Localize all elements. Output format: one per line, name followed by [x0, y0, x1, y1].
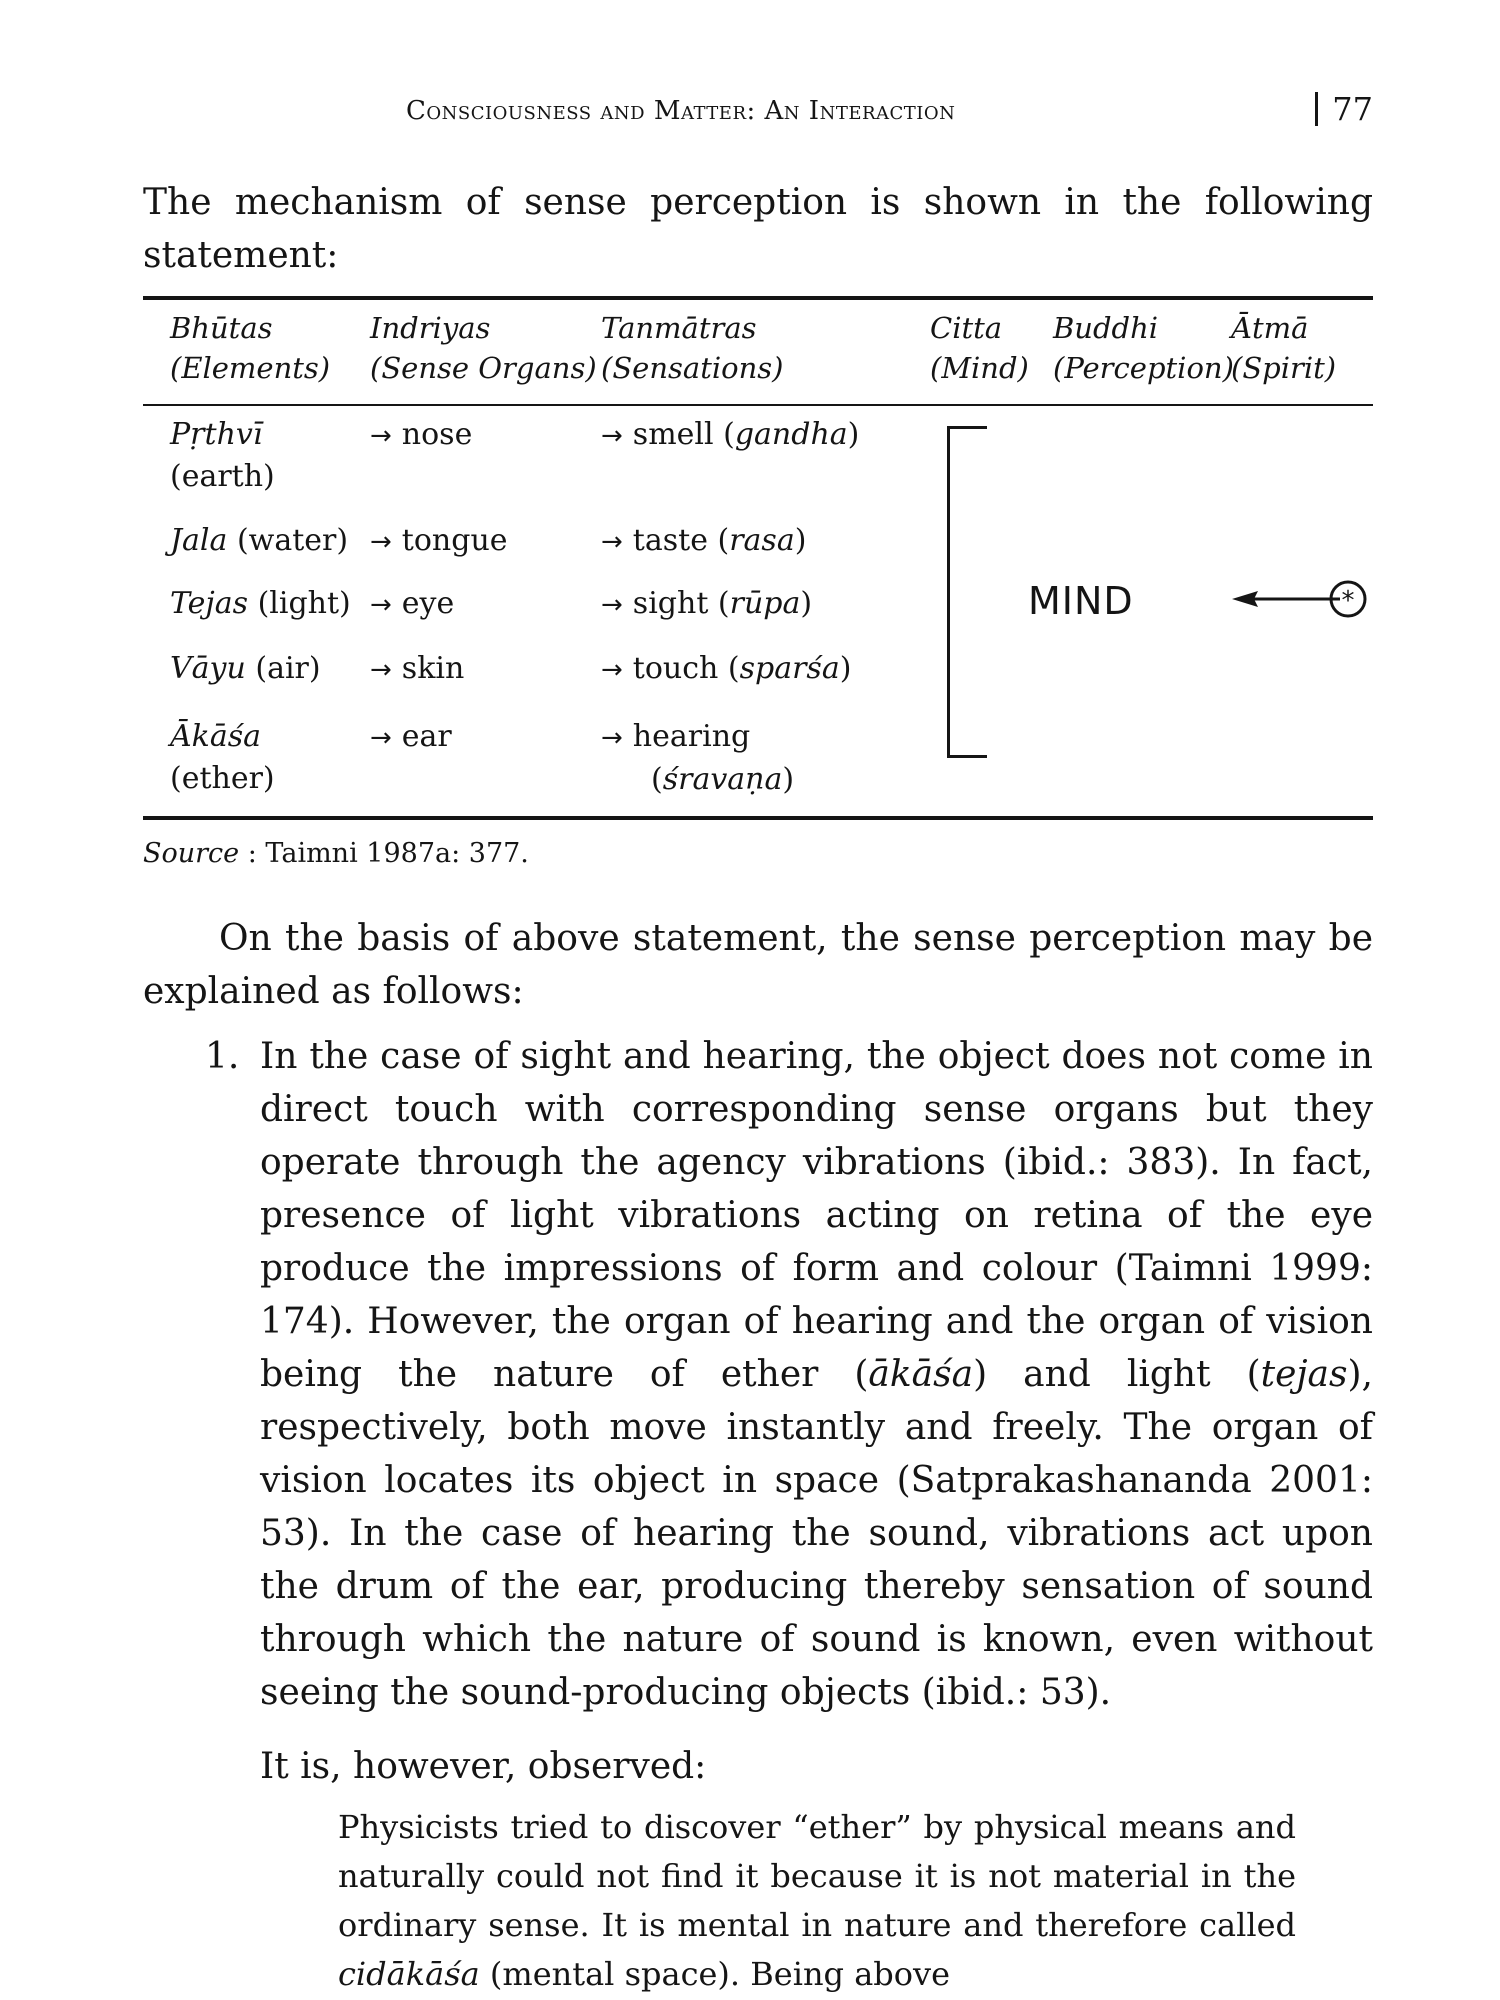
sensation-label: sight — [632, 586, 709, 621]
list-text-part: ), respectively, both move instantly and freely. The organ of vision locates its object in space (Satprakashananda 2001: 53). In the case of hearing the sound, vibrations act upon the drum of the ear, producing thereby sensation of sound through which the nature of sound is known, even without seeing the sound-producing objects (ibid.: 53). — [260, 1354, 1373, 1713]
row-organ-skin — [370, 648, 464, 691]
sense-perception-table — [143, 296, 1373, 820]
row-sensation-touch: → touch (sparśa) — [601, 651, 852, 686]
source-text: : Taimni 1987a: 377. — [247, 838, 529, 869]
arrow-icon: → — [601, 421, 623, 451]
sensation-term: sparśa — [739, 651, 840, 686]
row-element-water — [170, 520, 348, 562]
element-term: Pṛthvī — [170, 417, 263, 452]
page-number — [1315, 90, 1373, 128]
element-gloss: (ether) — [170, 761, 275, 796]
table-top-rule — [143, 296, 1373, 300]
organ-label: skin — [401, 651, 465, 686]
header-gloss: (Sensations) — [601, 351, 784, 385]
element-term: Tejas — [170, 586, 249, 621]
row-organ-tongue — [370, 520, 508, 563]
header-term: Indriyas — [370, 311, 491, 345]
book-page — [143, 0, 1373, 2000]
arrow-icon: → — [601, 590, 623, 620]
element-term: Jala — [170, 523, 228, 558]
header-citta — [930, 308, 1029, 388]
page-header — [143, 92, 1373, 142]
quote-text-part: Physicists tried to discover “ether” by physical means and naturally could not find it because it is not material in the ordinary sense. It is mental in nature and therefore called — [338, 1808, 1296, 1944]
table-source — [143, 838, 529, 869]
observed-line: It is, however, observed: — [260, 1746, 707, 1787]
organ-label: ear — [401, 719, 452, 754]
intro-paragraph: The mechanism of sense perception is shown in the following statement: — [143, 182, 1373, 276]
organ-label: tongue — [401, 523, 508, 558]
row-element-ether — [170, 716, 275, 800]
source-label: Source — [143, 838, 240, 869]
arrow-icon: → — [370, 655, 392, 685]
running-head: Consciousness and Matter: An Interaction — [406, 96, 956, 126]
sensation-term: rūpa — [729, 586, 801, 621]
table-header-rule — [143, 404, 1373, 406]
list-text — [260, 1030, 1373, 1719]
row-sensation-hearing: → hearing (śravaṇa) — [601, 719, 795, 797]
arrow-icon: → — [601, 723, 623, 753]
arrow-icon: → — [370, 723, 392, 753]
header-atma — [1231, 308, 1336, 388]
header-gloss: (Mind) — [930, 351, 1029, 385]
sensation-label: touch — [632, 651, 719, 686]
row-organ-nose — [370, 414, 472, 457]
list-text-part: In the case of sight and hearing, the object does not come in direct touch with corresponding sense organs but they operate through the agency vibrations (ibid.: 383). In fact, presence of light vibrations acting on retina of the eye produce the impressions of form and colour (Taimni 1999: 174). However, the organ of hearing and the organ of vision being the nature of ether ( — [260, 1036, 1373, 1395]
header-term: Buddhi — [1053, 311, 1159, 345]
spirit-arrow-icon — [1228, 574, 1368, 624]
header-term: Bhūtas — [170, 311, 273, 345]
header-bhutas — [170, 308, 330, 388]
header-gloss: (Perception) — [1053, 351, 1234, 385]
sensation-label: taste — [632, 523, 708, 558]
element-term: Vāyu — [170, 651, 246, 686]
sensation-term: rasa — [729, 523, 795, 558]
term-akasa: ākāśa — [868, 1354, 974, 1395]
term-tejas: tejas — [1260, 1354, 1348, 1395]
row-organ-eye — [370, 583, 454, 626]
element-gloss: (light) — [257, 586, 351, 621]
element-gloss: (water) — [236, 523, 349, 558]
row-element-air — [170, 648, 321, 690]
arrow-icon: → — [370, 421, 392, 451]
header-tanmatras — [601, 308, 783, 388]
header-buddhi — [1053, 308, 1234, 388]
header-divider — [1315, 92, 1318, 126]
header-term: Tanmātras — [601, 311, 757, 345]
row-organ-ear — [370, 716, 452, 759]
element-gloss: (earth) — [170, 459, 275, 494]
list-text-part: ) and light ( — [973, 1354, 1261, 1395]
list-number: 1. — [205, 1036, 240, 1077]
arrow-icon: → — [601, 655, 623, 685]
body-paragraph: On the basis of above statement, the sense perception may be explained as follows: — [143, 918, 1373, 1012]
page-number-text: 77 — [1332, 90, 1373, 128]
header-term: Citta — [930, 311, 1003, 345]
mind-bracket — [947, 426, 987, 758]
element-term: Ākāśa — [170, 719, 262, 754]
block-quote — [338, 1803, 1296, 1999]
arrow-icon: → — [601, 527, 623, 557]
header-indriyas — [370, 308, 597, 388]
organ-label: nose — [401, 417, 473, 452]
sensation-label: smell — [632, 417, 714, 452]
table-bottom-rule — [143, 816, 1373, 820]
arrow-icon: → — [370, 590, 392, 620]
header-gloss: (Spirit) — [1231, 351, 1337, 385]
row-element-light — [170, 583, 351, 625]
arrow-icon: → — [370, 527, 392, 557]
row-sensation-smell: → smell (gandha) — [601, 417, 860, 452]
row-element-earth — [170, 414, 275, 498]
header-gloss: (Sense Organs) — [370, 351, 597, 385]
sensation-label: hearing — [632, 719, 751, 754]
sensation-term: gandha — [734, 417, 848, 452]
mind-label: MIND — [1028, 579, 1134, 623]
term-cidakasa: cidākāśa — [338, 1955, 480, 1993]
quote-text-part: (mental space). Being above — [479, 1955, 951, 1993]
row-sensation-sight: → sight (rūpa) — [601, 586, 813, 621]
row-sensation-taste: → taste (rasa) — [601, 523, 807, 558]
header-gloss: (Elements) — [170, 351, 331, 385]
header-term: Ātmā — [1231, 311, 1309, 345]
sensation-term: śravaṇa — [662, 762, 783, 797]
organ-label: eye — [401, 586, 455, 621]
element-gloss: (air) — [255, 651, 321, 686]
spirit-symbol: * — [1341, 586, 1355, 616]
